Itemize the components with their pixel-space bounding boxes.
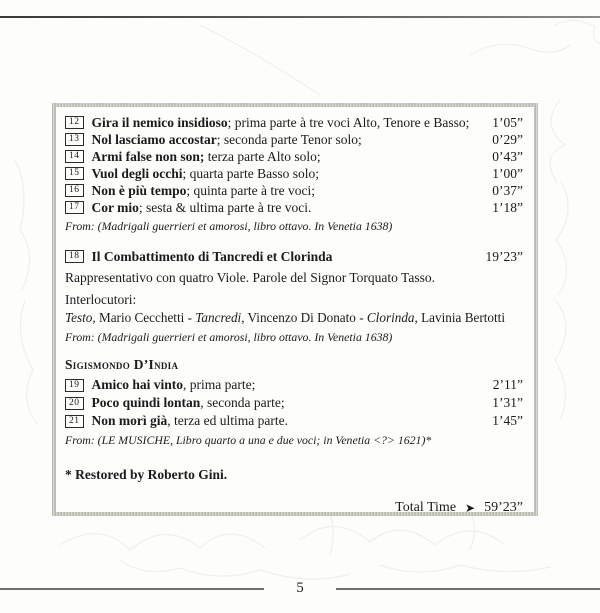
track-number-badge: 15: [65, 167, 84, 180]
track-title: Cor mio: [91, 199, 139, 215]
track-row: [65, 165, 523, 182]
track-row: [65, 394, 523, 412]
track-title: Vuol degli occhi: [91, 165, 183, 181]
performer-name: , Vincenzo Di Donato -: [241, 310, 367, 325]
track-number-badge: 12: [65, 116, 84, 129]
performer-name: Mario Cecchetti -: [95, 310, 196, 325]
track-number-badge: 19: [65, 379, 84, 392]
source-citation: From: (LE MUSICHE, Libro quarto a una e due voci; in Venetia <?> 1621)*: [65, 433, 432, 447]
section-combattimento: [65, 248, 523, 345]
restoration-note: * Restored by Roberto Gini.: [65, 467, 228, 482]
cast-list: [65, 309, 523, 327]
role-testo: Testo,: [65, 310, 96, 325]
track-subtitle: ; quarta parte Basso solo;: [182, 165, 319, 181]
total-time-label: Total Time: [395, 500, 457, 515]
track-number-badge: 17: [65, 201, 84, 214]
composer-heading: Sigismondo D’India: [65, 357, 179, 372]
source-citation: From: (Madrigali guerrieri et amorosi, libro ottavo. In Venetia 1638): [65, 330, 393, 344]
track-title: Gira il nemico insidioso: [91, 114, 228, 130]
track-row: [65, 248, 523, 265]
track-row: [65, 131, 523, 148]
track-text: [92, 413, 288, 429]
track-title: Non è più tempo: [91, 182, 187, 198]
track-subtitle: ; prima parte à tre voci Alto, Tenore e Basso;: [227, 114, 470, 130]
track-row: [65, 114, 523, 131]
track-duration: 2’11”: [492, 377, 523, 392]
track-duration: 19’23”: [485, 248, 523, 264]
performer-name: , Lavinia Bertotti: [414, 310, 505, 325]
track-number-badge: 16: [65, 184, 84, 197]
track-duration: 0’37”: [492, 182, 523, 198]
track-title: Il Combattimento di Tancredi et Clorinda: [91, 248, 333, 264]
track-duration: 0’43”: [492, 148, 523, 164]
track-subtitle: ; sesta & ultima parte à tre voci.: [138, 199, 312, 215]
track-duration: 1’05”: [492, 114, 523, 130]
track-subtitle: terza parte Alto solo;: [204, 148, 321, 164]
page-number: 5: [296, 580, 304, 596]
track-text: [92, 183, 315, 199]
track-title: Armi false non son;: [91, 148, 205, 164]
track-subtitle: , terza ed ultima parte.: [167, 413, 288, 428]
interlocutori-label: Interlocutori:: [65, 292, 137, 307]
track-duration: 1’45”: [492, 413, 523, 428]
track-duration: 1’18”: [492, 199, 523, 215]
footer-rule-right: [336, 588, 600, 590]
source-citation: From: (Madrigali guerrieri et amorosi, libro ottavo. In Venetia 1638): [65, 219, 393, 233]
track-text: [92, 200, 312, 216]
section-dindia: [65, 357, 523, 448]
total-time-value: 59’23”: [484, 500, 523, 515]
track-title: Non morì già: [91, 413, 168, 428]
track-row: [65, 376, 523, 394]
track-number-badge: 13: [65, 133, 84, 146]
track-subtitle: , prima parte;: [183, 377, 256, 392]
track-title: Poco quindi lontan: [91, 395, 201, 410]
track-subtitle: , seconda parte;: [200, 395, 285, 410]
top-rule: [0, 16, 600, 18]
work-description: Rappresentativo con quatro Viole. Parole del Signor Torquato Tasso.: [65, 270, 435, 285]
track-row: [65, 182, 523, 199]
track-subtitle: ; seconda parte Tenor solo;: [216, 131, 362, 147]
track-row: [65, 148, 523, 165]
track-text: [92, 149, 321, 165]
track-row: [65, 412, 523, 430]
track-number-badge: 20: [65, 397, 84, 410]
role-clorinda: Clorinda: [366, 310, 415, 325]
track-text: [92, 132, 362, 148]
track-duration: 0’29”: [492, 131, 523, 147]
track-text: [92, 395, 285, 411]
track-number-badge: 18: [65, 250, 84, 263]
role-tancredi: Tancredi: [195, 310, 242, 325]
tracklist-box: [56, 107, 534, 515]
total-time-row: [65, 500, 523, 516]
page-footer: [0, 580, 600, 597]
arrow-right-icon: ➤: [465, 501, 476, 515]
track-text: [92, 377, 256, 393]
track-row: [65, 199, 523, 216]
track-text: [92, 166, 320, 182]
track-title: Amico hai vinto: [91, 377, 184, 392]
track-subtitle: ; quinta parte à tre voci;: [186, 182, 315, 198]
footer-rule-left: [0, 588, 264, 590]
track-text: [92, 115, 470, 131]
track-duration: 1’31”: [492, 395, 523, 410]
track-title: Nol lasciamo accostar: [91, 131, 217, 147]
tracklist-frame: [52, 103, 538, 516]
track-number-badge: 14: [65, 150, 84, 163]
track-duration: 1’00”: [492, 165, 523, 181]
track-number-badge: 21: [65, 415, 84, 428]
section-madrigali-tracks: [65, 114, 523, 234]
